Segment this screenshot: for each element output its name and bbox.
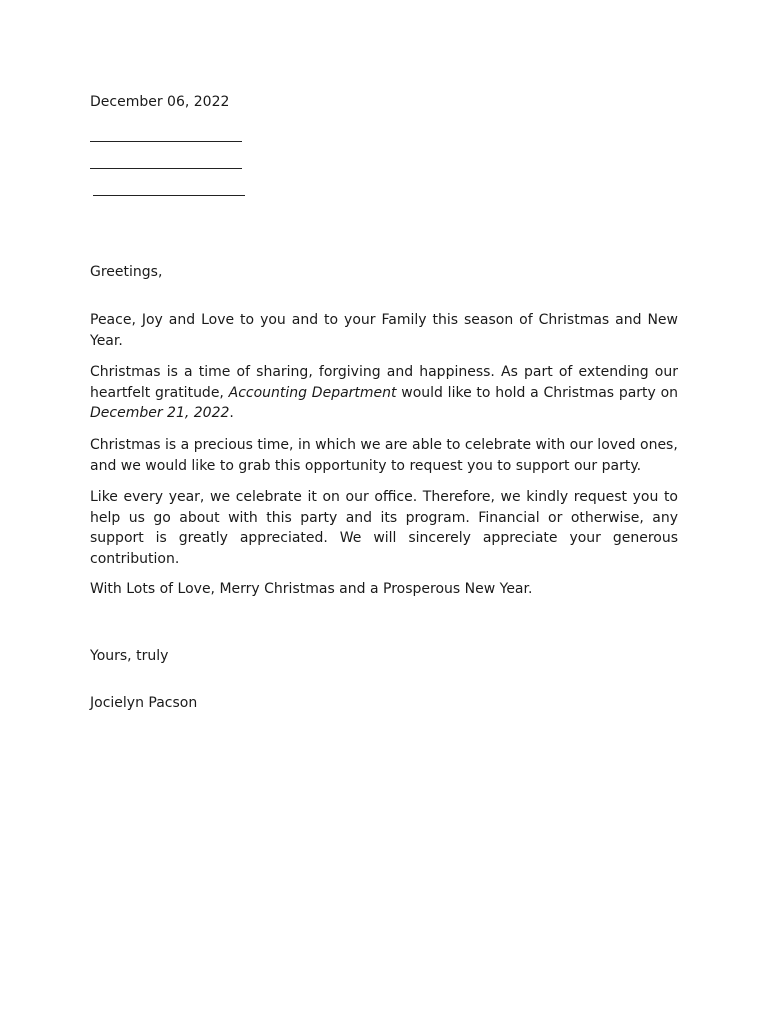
letter-date: December 06, 2022 bbox=[90, 94, 230, 110]
paragraph-party-text-2: would like to hold a Christmas party on bbox=[396, 384, 679, 401]
recipient-title-blank-line bbox=[90, 168, 242, 169]
paragraph-party-text-3: . bbox=[229, 405, 234, 421]
paragraph-holiday-wishes: With Lots of Love, Merry Christmas and a Prosperous New Year. bbox=[90, 581, 533, 597]
paragraph-contribution-request: Like every year, we celebrate it on our office. Therefore, we kindly request you to help us go about with this party and its program. Financial or otherwise, any support is greatly appreciated. We will sincerely appreciate your generous contribution. bbox=[90, 489, 678, 567]
closing: Yours, truly bbox=[90, 648, 169, 664]
paragraph-season-wishes: Peace, Joy and Love to you and to your Family this season of Christmas and New Year. bbox=[90, 312, 678, 349]
party-date: December 21, 2022 bbox=[90, 405, 230, 421]
greeting: Greetings, bbox=[90, 264, 163, 280]
paragraph-party-announcement bbox=[90, 362, 678, 424]
department-name: Accounting Department bbox=[228, 384, 397, 401]
paragraph-support-request: Christmas is a precious time, in which we are able to celebrate with our loved ones, and we would like to grab this opportunity to request you to support our party. bbox=[90, 437, 678, 474]
signer-name: Jocielyn Pacson bbox=[90, 695, 198, 711]
recipient-name-blank-line bbox=[90, 141, 242, 142]
paragraph-party-text-1: Christmas is a time of sharing, forgiving and happiness. As part of extending our heartfelt gratitude, bbox=[90, 364, 678, 401]
recipient-address-blank-line bbox=[93, 195, 245, 196]
